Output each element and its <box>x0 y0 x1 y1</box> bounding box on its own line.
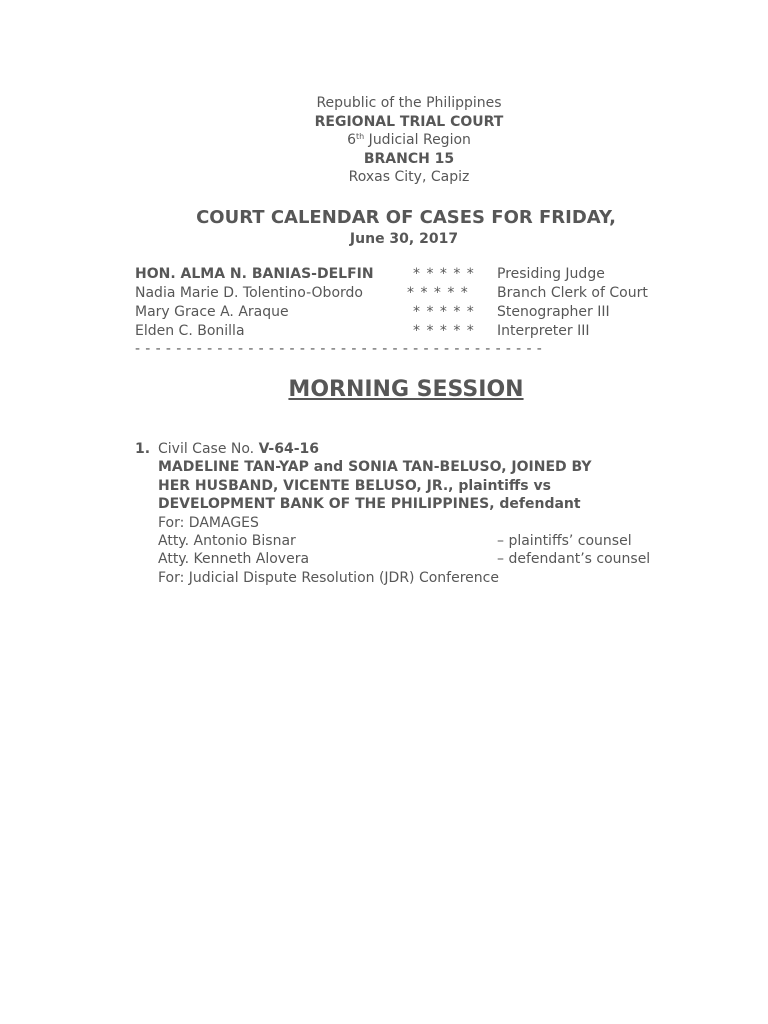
case-details <box>158 440 698 587</box>
calendar-title: COURT CALENDAR OF CASES FOR FRIDAY, <box>196 207 616 228</box>
republic-line: Republic of the Philippines <box>316 95 502 111</box>
staff-separator: * * * * * <box>413 323 475 339</box>
region-ordinal: th <box>356 132 365 142</box>
staff-row <box>135 265 695 284</box>
court-header <box>0 94 768 187</box>
staff-name: HON. ALMA N. BANIAS-DELFIN <box>135 266 374 282</box>
staff-separator: * * * * * <box>413 266 475 282</box>
counsel-name: Atty. Kenneth Alovera <box>158 551 310 568</box>
staff-role: Stenographer III <box>497 304 610 320</box>
staff-row <box>135 284 695 303</box>
case-nature: For: DAMAGES <box>158 514 259 531</box>
region-number: 6 <box>347 132 357 149</box>
counsel-row <box>158 532 698 550</box>
case-parties-line: DEVELOPMENT BANK OF THE PHILIPPINES, defendant <box>158 496 581 513</box>
counsel-name: Atty. Antonio Bisnar <box>158 532 296 549</box>
court-location: Roxas City, Capiz <box>348 169 470 186</box>
staff-name: Nadia Marie D. Tolentino-Obordo <box>135 285 363 301</box>
case-docket-number: V-64-16 <box>258 441 319 457</box>
branch-name: BRANCH 15 <box>363 150 455 167</box>
staff-separator: * * * * * <box>413 304 475 320</box>
session-title: MORNING SESSION <box>288 377 524 402</box>
staff-name: Elden C. Bonilla <box>135 323 245 339</box>
staff-name: Mary Grace A. Araque <box>135 304 289 320</box>
case-purpose: For: Judicial Dispute Resolution (JDR) Conference <box>158 569 499 586</box>
case-docket <box>158 440 698 458</box>
judicial-region <box>0 131 768 150</box>
case-label: Civil Case No. <box>158 441 259 457</box>
case-parties-line: HER HUSBAND, VICENTE BELUSO, JR., plaintiffs vs <box>158 477 551 494</box>
staff-role: Presiding Judge <box>497 266 605 282</box>
court-staff-list <box>135 265 695 341</box>
counsel-role: – defendant’s counsel <box>497 551 651 568</box>
staff-separator: * * * * * <box>407 285 469 301</box>
case-number: 1. <box>135 441 151 457</box>
region-text: Judicial Region <box>364 132 471 149</box>
staff-row <box>135 322 695 341</box>
case-parties-line: MADELINE TAN-YAP and SONIA TAN-BELUSO, JOINED BY <box>158 459 592 476</box>
staff-role: Branch Clerk of Court <box>497 285 648 301</box>
court-name: REGIONAL TRIAL COURT <box>314 113 504 130</box>
dashed-divider: - - - - - - - - - - - - - - - - - - - - - - - - - - - - - - - - - - - - - - - - <box>135 341 543 357</box>
counsel-role: – plaintiffs’ counsel <box>497 532 632 549</box>
calendar-date: June 30, 2017 <box>349 231 459 247</box>
staff-row <box>135 303 695 322</box>
staff-role: Interpreter III <box>497 323 590 339</box>
counsel-row <box>158 550 698 568</box>
